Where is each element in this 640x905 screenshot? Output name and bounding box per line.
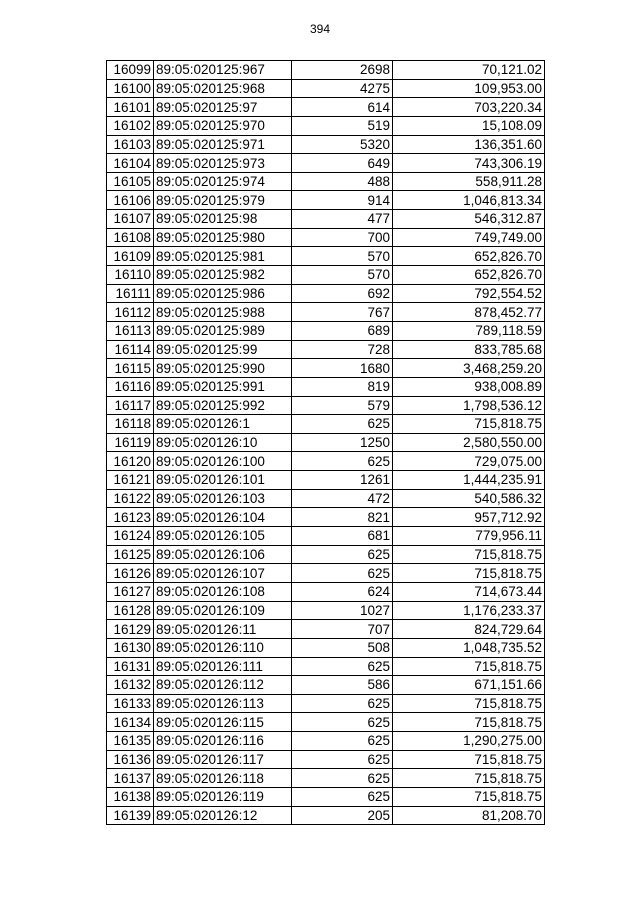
table-row <box>107 340 545 359</box>
area-cell: 624 <box>292 582 393 601</box>
area-cell: 821 <box>292 508 393 527</box>
area-cell: 625 <box>292 732 393 751</box>
row-id-cell: 16106 <box>107 191 154 210</box>
cadastral-number-cell: 89:05:020125:990 <box>154 359 292 378</box>
area-cell: 1027 <box>292 601 393 620</box>
area-cell: 625 <box>292 769 393 788</box>
area-cell: 819 <box>292 377 393 396</box>
value-cell: 729,075.00 <box>393 452 545 471</box>
table-row <box>107 787 545 806</box>
area-cell: 689 <box>292 321 393 340</box>
cadastral-number-cell: 89:05:020126:111 <box>154 657 292 676</box>
table-row <box>107 769 545 788</box>
cadastral-number-cell: 89:05:020126:11 <box>154 620 292 639</box>
row-id-cell: 16121 <box>107 471 154 490</box>
cadastral-number-cell: 89:05:020126:1 <box>154 415 292 434</box>
row-id-cell: 16107 <box>107 210 154 229</box>
table-row <box>107 303 545 322</box>
row-id-cell: 16136 <box>107 750 154 769</box>
value-cell: 779,956.11 <box>393 527 545 546</box>
row-id-cell: 16117 <box>107 396 154 415</box>
cadastral-number-cell: 89:05:020126:119 <box>154 787 292 806</box>
table-row <box>107 247 545 266</box>
area-cell: 914 <box>292 191 393 210</box>
row-id-cell: 16126 <box>107 564 154 583</box>
value-cell: 789,118.59 <box>393 321 545 340</box>
table-row <box>107 694 545 713</box>
value-cell: 715,818.75 <box>393 694 545 713</box>
area-cell: 570 <box>292 266 393 285</box>
cadastral-number-cell: 89:05:020125:989 <box>154 321 292 340</box>
cadastral-number-cell: 89:05:020126:108 <box>154 582 292 601</box>
row-id-cell: 16116 <box>107 377 154 396</box>
table-row <box>107 154 545 173</box>
area-cell: 625 <box>292 452 393 471</box>
cadastral-number-cell: 89:05:020125:970 <box>154 116 292 135</box>
area-cell: 1680 <box>292 359 393 378</box>
area-cell: 625 <box>292 713 393 732</box>
area-cell: 472 <box>292 489 393 508</box>
cadastral-number-cell: 89:05:020126:110 <box>154 638 292 657</box>
area-cell: 205 <box>292 806 393 825</box>
cadastral-number-cell: 89:05:020126:100 <box>154 452 292 471</box>
table-row <box>107 527 545 546</box>
row-id-cell: 16111 <box>107 284 154 303</box>
row-id-cell: 16132 <box>107 676 154 695</box>
value-cell: 715,818.75 <box>393 750 545 769</box>
row-id-cell: 16115 <box>107 359 154 378</box>
row-id-cell: 16123 <box>107 508 154 527</box>
row-id-cell: 16099 <box>107 61 154 80</box>
value-cell: 136,351.60 <box>393 135 545 154</box>
value-cell: 715,818.75 <box>393 545 545 564</box>
value-cell: 70,121.02 <box>393 61 545 80</box>
area-cell: 488 <box>292 172 393 191</box>
row-id-cell: 16125 <box>107 545 154 564</box>
value-cell: 715,818.75 <box>393 769 545 788</box>
row-id-cell: 16108 <box>107 228 154 247</box>
value-cell: 1,290,275.00 <box>393 732 545 751</box>
page-number: 394 <box>309 22 331 36</box>
row-id-cell: 16129 <box>107 620 154 639</box>
table-row <box>107 228 545 247</box>
cadastral-number-cell: 89:05:020126:107 <box>154 564 292 583</box>
area-cell: 586 <box>292 676 393 695</box>
table-row <box>107 657 545 676</box>
row-id-cell: 16118 <box>107 415 154 434</box>
area-cell: 519 <box>292 116 393 135</box>
value-cell: 824,729.64 <box>393 620 545 639</box>
row-id-cell: 16127 <box>107 582 154 601</box>
cadastral-number-cell: 89:05:020125:99 <box>154 340 292 359</box>
table-row <box>107 284 545 303</box>
cadastral-number-cell: 89:05:020125:968 <box>154 79 292 98</box>
row-id-cell: 16112 <box>107 303 154 322</box>
table-row <box>107 508 545 527</box>
row-id-cell: 16100 <box>107 79 154 98</box>
table-row <box>107 61 545 80</box>
area-cell: 4275 <box>292 79 393 98</box>
value-cell: 715,818.75 <box>393 713 545 732</box>
cadastral-number-cell: 89:05:020126:12 <box>154 806 292 825</box>
cadastral-number-cell: 89:05:020126:106 <box>154 545 292 564</box>
cadastral-number-cell: 89:05:020125:980 <box>154 228 292 247</box>
row-id-cell: 16128 <box>107 601 154 620</box>
row-id-cell: 16131 <box>107 657 154 676</box>
area-cell: 508 <box>292 638 393 657</box>
table-row <box>107 676 545 695</box>
area-cell: 767 <box>292 303 393 322</box>
cadastral-number-cell: 89:05:020126:104 <box>154 508 292 527</box>
table-row <box>107 564 545 583</box>
cadastral-number-cell: 89:05:020126:112 <box>154 676 292 695</box>
row-id-cell: 16101 <box>107 98 154 117</box>
area-cell: 477 <box>292 210 393 229</box>
value-cell: 1,048,735.52 <box>393 638 545 657</box>
row-id-cell: 16105 <box>107 172 154 191</box>
table-row <box>107 79 545 98</box>
row-id-cell: 16139 <box>107 806 154 825</box>
area-cell: 579 <box>292 396 393 415</box>
table-row <box>107 806 545 825</box>
value-cell: 109,953.00 <box>393 79 545 98</box>
area-cell: 625 <box>292 564 393 583</box>
value-cell: 2,580,550.00 <box>393 433 545 452</box>
table-row <box>107 433 545 452</box>
cadastral-number-cell: 89:05:020125:973 <box>154 154 292 173</box>
area-cell: 1261 <box>292 471 393 490</box>
area-cell: 625 <box>292 787 393 806</box>
table-row <box>107 452 545 471</box>
area-cell: 625 <box>292 750 393 769</box>
value-cell: 714,673.44 <box>393 582 545 601</box>
table-row <box>107 191 545 210</box>
area-cell: 625 <box>292 694 393 713</box>
area-cell: 728 <box>292 340 393 359</box>
row-id-cell: 16113 <box>107 321 154 340</box>
cadastral-number-cell: 89:05:020126:118 <box>154 769 292 788</box>
cadastral-number-cell: 89:05:020126:116 <box>154 732 292 751</box>
row-id-cell: 16124 <box>107 527 154 546</box>
area-cell: 707 <box>292 620 393 639</box>
value-cell: 546,312.87 <box>393 210 545 229</box>
cadastral-number-cell: 89:05:020125:982 <box>154 266 292 285</box>
value-cell: 715,818.75 <box>393 787 545 806</box>
area-cell: 1250 <box>292 433 393 452</box>
row-id-cell: 16134 <box>107 713 154 732</box>
table-row <box>107 172 545 191</box>
cadastral-number-cell: 89:05:020125:967 <box>154 61 292 80</box>
cadastral-number-cell: 89:05:020125:97 <box>154 98 292 117</box>
value-cell: 1,046,813.34 <box>393 191 545 210</box>
area-cell: 625 <box>292 545 393 564</box>
table-row <box>107 732 545 751</box>
area-cell: 5320 <box>292 135 393 154</box>
table-row <box>107 359 545 378</box>
table-row <box>107 601 545 620</box>
value-cell: 833,785.68 <box>393 340 545 359</box>
table-body <box>107 61 545 825</box>
area-cell: 700 <box>292 228 393 247</box>
row-id-cell: 16137 <box>107 769 154 788</box>
value-cell: 715,818.75 <box>393 657 545 676</box>
value-cell: 749,749.00 <box>393 228 545 247</box>
value-cell: 1,176,233.37 <box>393 601 545 620</box>
area-cell: 570 <box>292 247 393 266</box>
cadastral-number-cell: 89:05:020125:974 <box>154 172 292 191</box>
row-id-cell: 16122 <box>107 489 154 508</box>
value-cell: 957,712.92 <box>393 508 545 527</box>
area-cell: 692 <box>292 284 393 303</box>
row-id-cell: 16114 <box>107 340 154 359</box>
cadastral-number-cell: 89:05:020125:971 <box>154 135 292 154</box>
cadastral-number-cell: 89:05:020126:105 <box>154 527 292 546</box>
value-cell: 81,208.70 <box>393 806 545 825</box>
table-row <box>107 377 545 396</box>
area-cell: 649 <box>292 154 393 173</box>
table-row <box>107 415 545 434</box>
value-cell: 652,826.70 <box>393 266 545 285</box>
table-row <box>107 135 545 154</box>
cadastral-number-cell: 89:05:020125:986 <box>154 284 292 303</box>
cadastral-number-cell: 89:05:020125:988 <box>154 303 292 322</box>
row-id-cell: 16119 <box>107 433 154 452</box>
cadastral-number-cell: 89:05:020125:991 <box>154 377 292 396</box>
cadastral-number-cell: 89:05:020125:98 <box>154 210 292 229</box>
area-cell: 2698 <box>292 61 393 80</box>
area-cell: 625 <box>292 657 393 676</box>
value-cell: 671,151.66 <box>393 676 545 695</box>
cadastral-number-cell: 89:05:020125:981 <box>154 247 292 266</box>
cadastral-number-cell: 89:05:020126:115 <box>154 713 292 732</box>
area-cell: 625 <box>292 415 393 434</box>
cadastral-number-cell: 89:05:020126:113 <box>154 694 292 713</box>
table-row <box>107 266 545 285</box>
table-row <box>107 98 545 117</box>
row-id-cell: 16130 <box>107 638 154 657</box>
value-cell: 703,220.34 <box>393 98 545 117</box>
area-cell: 681 <box>292 527 393 546</box>
table-row <box>107 545 545 564</box>
value-cell: 792,554.52 <box>393 284 545 303</box>
row-id-cell: 16104 <box>107 154 154 173</box>
table-row <box>107 396 545 415</box>
table-row <box>107 116 545 135</box>
value-cell: 1,444,235.91 <box>393 471 545 490</box>
area-cell: 614 <box>292 98 393 117</box>
table-row <box>107 750 545 769</box>
value-cell: 652,826.70 <box>393 247 545 266</box>
row-id-cell: 16133 <box>107 694 154 713</box>
row-id-cell: 16110 <box>107 266 154 285</box>
cadastral-number-cell: 89:05:020125:979 <box>154 191 292 210</box>
table-row <box>107 582 545 601</box>
value-cell: 743,306.19 <box>393 154 545 173</box>
value-cell: 3,468,259.20 <box>393 359 545 378</box>
row-id-cell: 16109 <box>107 247 154 266</box>
table-row <box>107 713 545 732</box>
table-row <box>107 210 545 229</box>
value-cell: 15,108.09 <box>393 116 545 135</box>
value-cell: 1,798,536.12 <box>393 396 545 415</box>
table-row <box>107 638 545 657</box>
row-id-cell: 16103 <box>107 135 154 154</box>
cadastral-number-cell: 89:05:020126:10 <box>154 433 292 452</box>
cadastral-number-cell: 89:05:020126:103 <box>154 489 292 508</box>
row-id-cell: 16120 <box>107 452 154 471</box>
value-cell: 540,586.32 <box>393 489 545 508</box>
cadastral-number-cell: 89:05:020125:992 <box>154 396 292 415</box>
cadastral-number-cell: 89:05:020126:101 <box>154 471 292 490</box>
table-row <box>107 321 545 340</box>
value-cell: 715,818.75 <box>393 564 545 583</box>
cadastral-number-cell: 89:05:020126:109 <box>154 601 292 620</box>
table-row <box>107 489 545 508</box>
row-id-cell: 16135 <box>107 732 154 751</box>
table-row <box>107 471 545 490</box>
row-id-cell: 16138 <box>107 787 154 806</box>
value-cell: 938,008.89 <box>393 377 545 396</box>
value-cell: 558,911.28 <box>393 172 545 191</box>
data-table <box>106 60 545 825</box>
value-cell: 878,452.77 <box>393 303 545 322</box>
row-id-cell: 16102 <box>107 116 154 135</box>
cadastral-number-cell: 89:05:020126:117 <box>154 750 292 769</box>
value-cell: 715,818.75 <box>393 415 545 434</box>
table-row <box>107 620 545 639</box>
